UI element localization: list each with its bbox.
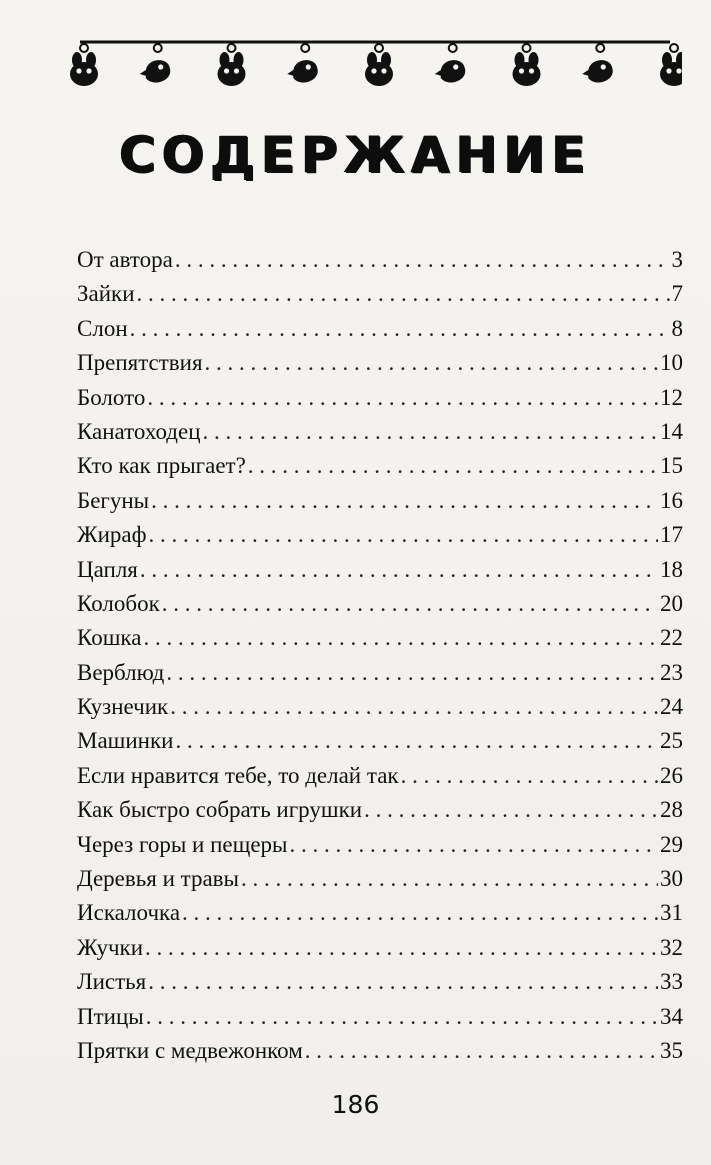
toc-entry-page: 24 xyxy=(660,694,683,720)
toc-entry-title: Листья xyxy=(77,969,147,995)
toc-entry-title: Канатоходец xyxy=(77,418,201,444)
toc-entry-title: От автора xyxy=(77,247,173,272)
toc-entry-title: Кошка xyxy=(77,625,142,651)
toc-entry-page: 20 xyxy=(660,590,683,616)
toc-entry xyxy=(77,553,683,587)
toc-dot-leader xyxy=(137,277,670,311)
toc-dot-leader xyxy=(147,381,658,415)
toc-entry-page: 18 xyxy=(660,556,683,582)
toc-entry-title: Слон xyxy=(77,315,128,341)
toc-entry-title: Цапля xyxy=(77,556,138,582)
bunny-icon xyxy=(365,44,393,86)
toc-dot-leader xyxy=(140,553,658,587)
toc-entry-title: Через горы и пещеры xyxy=(77,831,288,857)
toc-entry xyxy=(77,828,683,862)
toc-entry-page: 29 xyxy=(660,831,683,857)
toc-dot-leader xyxy=(146,1000,658,1034)
toc-entry xyxy=(77,415,683,449)
toc-dot-leader xyxy=(305,1034,658,1068)
toc-entry-title: Прятки с медвежонком xyxy=(77,1037,303,1063)
toc-entry-page: 26 xyxy=(660,762,683,788)
toc-entry-page: 7 xyxy=(671,281,683,307)
toc-dot-leader xyxy=(149,518,658,552)
toc-entry-title: Искалочка xyxy=(77,900,181,926)
toc-entry-title: Птицы xyxy=(77,1003,144,1029)
toc-entry-title: Машинки xyxy=(77,728,174,754)
toc-entry-page: 22 xyxy=(660,625,683,651)
toc-entry-page: 35 xyxy=(660,1037,683,1063)
toc-dot-leader xyxy=(182,896,658,930)
toc-entry-page: 31 xyxy=(660,900,683,926)
toc-dot-leader xyxy=(175,243,670,277)
toc-dot-leader xyxy=(145,931,658,965)
toc-entry xyxy=(77,690,683,724)
toc-entry-title: Жираф xyxy=(77,522,147,548)
bunny-icon xyxy=(70,44,98,86)
toc-entry-title: Препятствия xyxy=(77,350,203,376)
toc-entry xyxy=(77,965,683,999)
toc-entry-page: 28 xyxy=(660,797,683,823)
toc-dot-leader xyxy=(151,484,658,518)
toc-dot-leader xyxy=(143,621,658,655)
bird-icon xyxy=(582,44,613,83)
toc-entry xyxy=(77,518,683,552)
toc-entry xyxy=(77,793,683,827)
toc-entry-page: 34 xyxy=(660,1003,683,1029)
toc-entry xyxy=(77,346,683,380)
toc-entry-page: 12 xyxy=(660,384,683,410)
toc-entry-title: Колобок xyxy=(77,590,160,616)
toc-entry xyxy=(77,1034,683,1068)
toc-entry-page: 30 xyxy=(660,866,683,892)
toc-dot-leader xyxy=(166,656,658,690)
toc-dot-leader xyxy=(162,587,658,621)
toc-entry xyxy=(77,243,683,277)
toc-entry-page: 32 xyxy=(660,934,683,960)
toc-entry xyxy=(77,277,683,311)
toc-entry-page: 16 xyxy=(660,487,683,513)
toc-dot-leader xyxy=(364,793,658,827)
bird-icon xyxy=(140,44,171,83)
toc-entry-page: 15 xyxy=(660,453,683,479)
toc-entry xyxy=(77,449,683,483)
toc-dot-leader xyxy=(205,346,658,380)
toc-dot-leader xyxy=(130,312,670,346)
toc-dot-leader xyxy=(148,965,658,999)
toc-entry xyxy=(77,724,683,758)
toc-entry-title: Кузнечик xyxy=(77,694,169,720)
toc-entry xyxy=(77,896,683,930)
toc-entry-title: Болото xyxy=(77,384,146,410)
toc-entry xyxy=(77,656,683,690)
toc-entry xyxy=(77,587,683,621)
toc-entry xyxy=(77,621,683,655)
toc-entry xyxy=(77,1000,683,1034)
toc-entry-page: 23 xyxy=(660,659,683,685)
bunny-icon xyxy=(218,44,246,86)
toc-entry xyxy=(77,381,683,415)
toc-entry xyxy=(77,862,683,896)
toc-entry-page: 3 xyxy=(671,247,683,272)
toc-entry-page: 10 xyxy=(660,350,683,376)
toc-entry-title: Бегуны xyxy=(77,487,150,513)
toc-entry xyxy=(77,931,683,965)
toc-entry-page: 17 xyxy=(660,522,683,548)
toc-dot-leader xyxy=(241,862,658,896)
bird-icon xyxy=(287,44,318,83)
toc-entry-page: 25 xyxy=(660,728,683,754)
toc-dot-leader xyxy=(203,415,658,449)
bunny-icon xyxy=(513,44,541,86)
bird-icon xyxy=(435,44,466,83)
toc-entry-page: 8 xyxy=(671,315,683,341)
toc-entry xyxy=(77,759,683,793)
toc-dot-leader xyxy=(175,724,658,758)
toc-entry-title: Верблюд xyxy=(77,659,165,685)
toc-entry xyxy=(77,484,683,518)
toc-entry-title: Если нравится тебе, то делай так xyxy=(77,762,399,788)
page-title: СОДЕРЖАНИЕ xyxy=(119,126,592,184)
decorative-garland xyxy=(70,18,682,90)
toc-entry-page: 33 xyxy=(660,969,683,995)
garland-svg xyxy=(70,18,682,90)
toc-entry-title: Жучки xyxy=(77,934,144,960)
toc-entry-page: 14 xyxy=(660,418,683,444)
page-number: 186 xyxy=(331,1090,380,1119)
toc-entry-title: Деревья и травы xyxy=(77,866,239,892)
bunny-icon xyxy=(660,44,682,86)
toc-entry-title: Кто как прыгает? xyxy=(77,453,246,479)
toc-entry-title: Зайки xyxy=(77,281,135,307)
toc-dot-leader xyxy=(401,759,658,793)
toc-dot-leader xyxy=(290,828,659,862)
toc-entry xyxy=(77,312,683,346)
toc-dot-leader xyxy=(248,449,658,483)
toc-entry-title: Как быстро собрать игрушки xyxy=(77,797,363,823)
table-of-contents xyxy=(77,243,683,1068)
toc-dot-leader xyxy=(170,690,658,724)
